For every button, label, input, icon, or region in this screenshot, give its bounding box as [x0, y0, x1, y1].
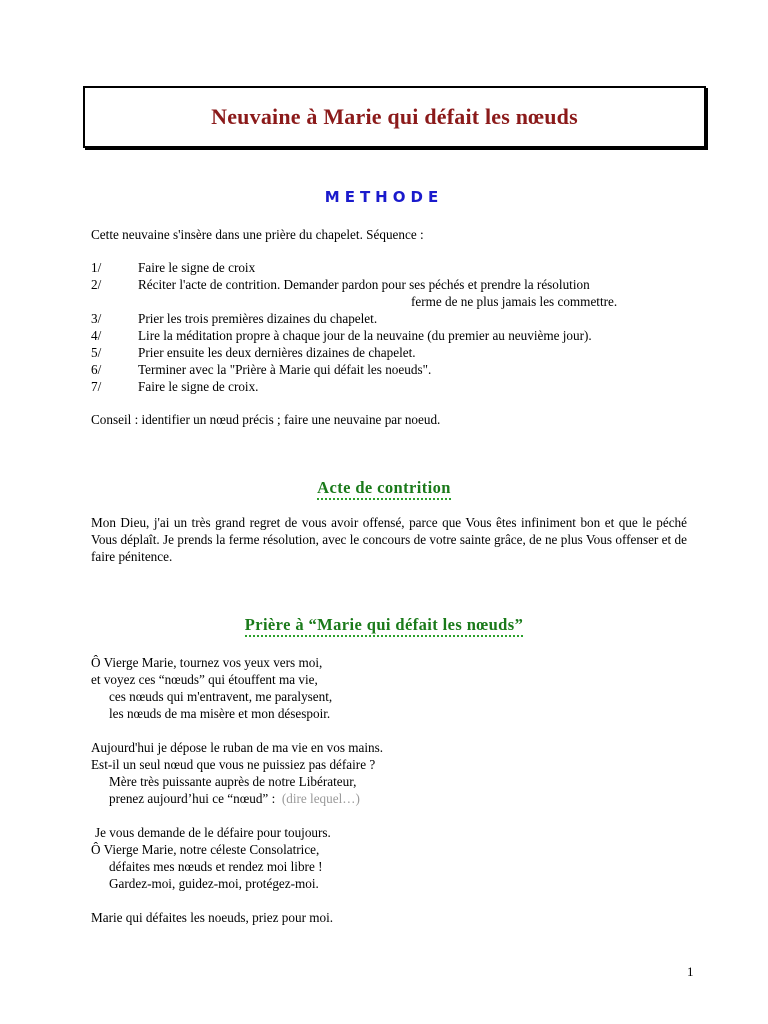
step-text: Réciter l'acte de contrition. Demander pardon pour ses péchés et prendre la résolution [138, 277, 590, 292]
step-item [91, 310, 691, 327]
step-item [91, 259, 691, 276]
methode-heading: METHODE [324, 188, 444, 206]
step-item [91, 276, 691, 293]
step-number: 3/ [91, 311, 102, 326]
step-text: Lire la méditation propre à chaque jour de la neuvaine (du premier au neuvième jour). [138, 328, 592, 343]
step-text: Prier ensuite les deux dernières dizaines de chapelet. [138, 345, 416, 360]
poem-line: Ô Vierge Marie, notre céleste Consolatrice, [91, 842, 320, 857]
step-item [91, 361, 691, 378]
poem-line-text: prenez aujourd’hui ce “nœud” : [109, 791, 276, 806]
priere-heading [0, 615, 768, 635]
poem-line: Je vous demande de le défaire pour toujours. [95, 825, 331, 840]
step-number: 5/ [91, 345, 102, 360]
priere-poem [91, 654, 691, 926]
page-number: 1 [687, 964, 694, 979]
step-item [91, 378, 691, 395]
step-number: 7/ [91, 379, 102, 394]
poem-line: défaites mes nœuds et rendez moi libre ! [109, 859, 323, 874]
poem-line: Mère très puissante auprès de notre Libérateur, [109, 774, 357, 789]
priere-heading-text: Prière à “Marie qui défait les nœuds” [245, 615, 523, 637]
step-text: Terminer avec la "Prière à Marie qui défait les noeuds". [138, 362, 432, 377]
step-number: 1/ [91, 260, 102, 275]
step-number: 4/ [91, 328, 102, 343]
acte-heading-text: Acte de contrition [317, 478, 451, 500]
step-item [91, 344, 691, 361]
steps-list [91, 259, 691, 395]
step-text: Faire le signe de croix [138, 260, 256, 275]
poem-line: ces nœuds qui m'entravent, me paralysent, [109, 689, 333, 704]
step-item [91, 327, 691, 344]
step-text: Prier les trois premières dizaines du chapelet. [138, 311, 378, 326]
poem-line: et voyez ces “nœuds” qui étouffent ma vie, [91, 672, 318, 687]
conseil-text: Conseil : identifier un nœud précis ; faire une neuvaine par noeud. [91, 412, 441, 427]
poem-line: Est-il un seul nœud que vous ne puissiez pas défaire ? [91, 757, 376, 772]
poem-line: les nœuds de ma misère et mon désespoir. [109, 706, 331, 721]
step-number: 6/ [91, 362, 102, 377]
acte-text: Mon Dieu, j'ai un très grand regret de vous avoir offensé, parce que Vous êtes infiniment bon et que le péché Vous déplaît. Je prends la ferme résolution, avec le concours de votre sainte grâce, de ne plus Vous offenser et de faire pénitence. [91, 515, 687, 564]
poem-closing: Marie qui défaites les noeuds, priez pour moi. [91, 910, 334, 925]
poem-line: Aujourd'hui je dépose le ruban de ma vie en vos mains. [91, 740, 384, 755]
acte-heading [0, 478, 768, 498]
step-text: Faire le signe de croix. [138, 379, 259, 394]
title-box [83, 86, 706, 148]
step-continuation: ferme de ne plus jamais les commettre. [411, 294, 618, 309]
intro-text: Cette neuvaine s'insère dans une prière du chapelet. Séquence : [91, 227, 424, 242]
poem-line [91, 790, 691, 807]
poem-line: Gardez-moi, guidez-moi, protégez-moi. [109, 876, 319, 891]
step-number: 2/ [91, 277, 102, 292]
page-title: Neuvaine à Marie qui défait les nœuds [211, 104, 578, 129]
poem-line: Ô Vierge Marie, tournez vos yeux vers moi, [91, 655, 323, 670]
hint-text: (dire lequel…) [281, 791, 360, 806]
